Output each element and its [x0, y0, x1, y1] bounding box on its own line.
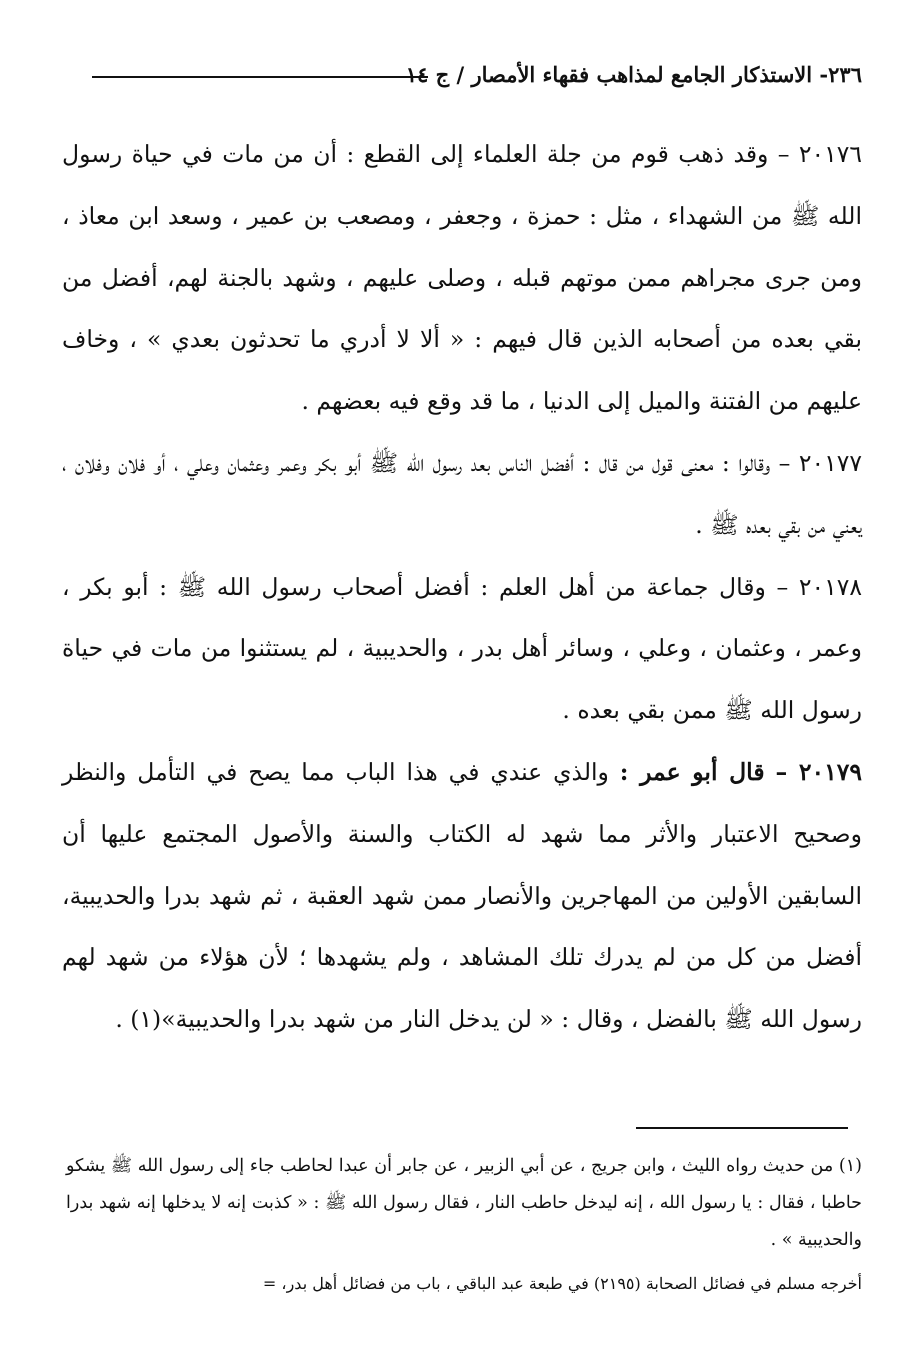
page-header — [92, 58, 862, 98]
running-title: ٢٣٦- الاستذكار الجامع لمذاهب فقهاء الأمصار / ج ١٤ — [405, 62, 862, 87]
paragraph-number: ٢٠١٧٨ – — [776, 572, 862, 601]
paragraph-20176 — [62, 124, 862, 433]
paragraph-20179 — [62, 742, 862, 1051]
paragraph-20178 — [62, 557, 862, 742]
paragraph-number: ٢٠١٧٧ – — [778, 448, 862, 477]
paragraph-text: وقال جماعة من أهل العلم : أفضل أصحاب رسول الله ﷺ : أبو بكر ، وعمر ، وعثمان ، وعلي ، وسائر أهل بدر ، والحديبية ، لم يستثنوا من مات في حياة رسول الله ﷺ ممن بقي بعده . — [62, 572, 862, 725]
footnote-source: أخرجه مسلم في فضائل الصحابة (٢١٩٥) في طبعة عبد الباقي ، باب من فضائل أهل بدر، = — [262, 1274, 862, 1293]
paragraph-text: وقد ذهب قوم من جلة العلماء إلى القطع : أن من مات في حياة رسول الله ﷺ من الشهداء ، مثل : حمزة ، وجعفر ، ومصعب بن عمير ، وسعد ابن معاذ ، ومن جرى مجراهم ممن موتهم قبله ، وصلى عليهم ، وشهد بالجنة لهم، أفضل من بقي بعده من أصحابه الذين قال فيهم : « ألا لا أدري ما تحدثون بعدي » ، وخاف عليهم من الفتنة والميل إلى الدنيا ، ما قد وقع فيه بعضهم . — [62, 140, 862, 416]
paragraph-text: والذي عندي في هذا الباب مما يصح في التأمل والنظر وصحيح الاعتبار والأثر مما شهد له الكتاب والسنة والأصول المجتمع عليها أن السابقين الأولين من المهاجرين والأنصار ممن شهد العقبة ، ثم شهد بدرا والحديبية، أفضل من كل من لم يدرك تلك المشاهد ، ولم يشهدها ؛ لأن هؤلاء من شهد لهم رسول الله ﷺ بالفضل ، وقال : « لن يدخل النار من شهد بدرا والحديبية»(١) . — [62, 757, 862, 1034]
paragraph-number: ٢٠١٧٦ – — [777, 140, 862, 168]
speaker-lead: قال أبو عمر : — [619, 757, 765, 786]
header-rule — [92, 76, 428, 78]
paragraph-text: وقالوا : معنى قول من قال : أفضل الناس بعد رسول الله ﷺ أبو بكر وعمر وعثمان وعلي ، أو فلان وفلان ، يعني من بقي بعده ﷺ . — [62, 448, 862, 539]
paragraph-20177 — [62, 433, 862, 557]
footnotes — [66, 1148, 862, 1302]
footnote-1: (١) من حديث رواه الليث ، وابن جريج ، عن أبي الزبير ، عن جابر أن عبدا لحاطب جاء إلى رسول الله ﷺ يشكو حاطبا ، فقال : يا رسول الله ، إنه ليدخل حاطب النار ، فقال رسول الله ﷺ : « كذبت إنه لا يدخلها إنه شهد بدرا والحديبية » . — [66, 1156, 862, 1250]
main-text — [62, 124, 862, 1051]
paragraph-number: ٢٠١٧٩ – — [775, 757, 862, 786]
footnote-separator — [636, 1127, 848, 1129]
